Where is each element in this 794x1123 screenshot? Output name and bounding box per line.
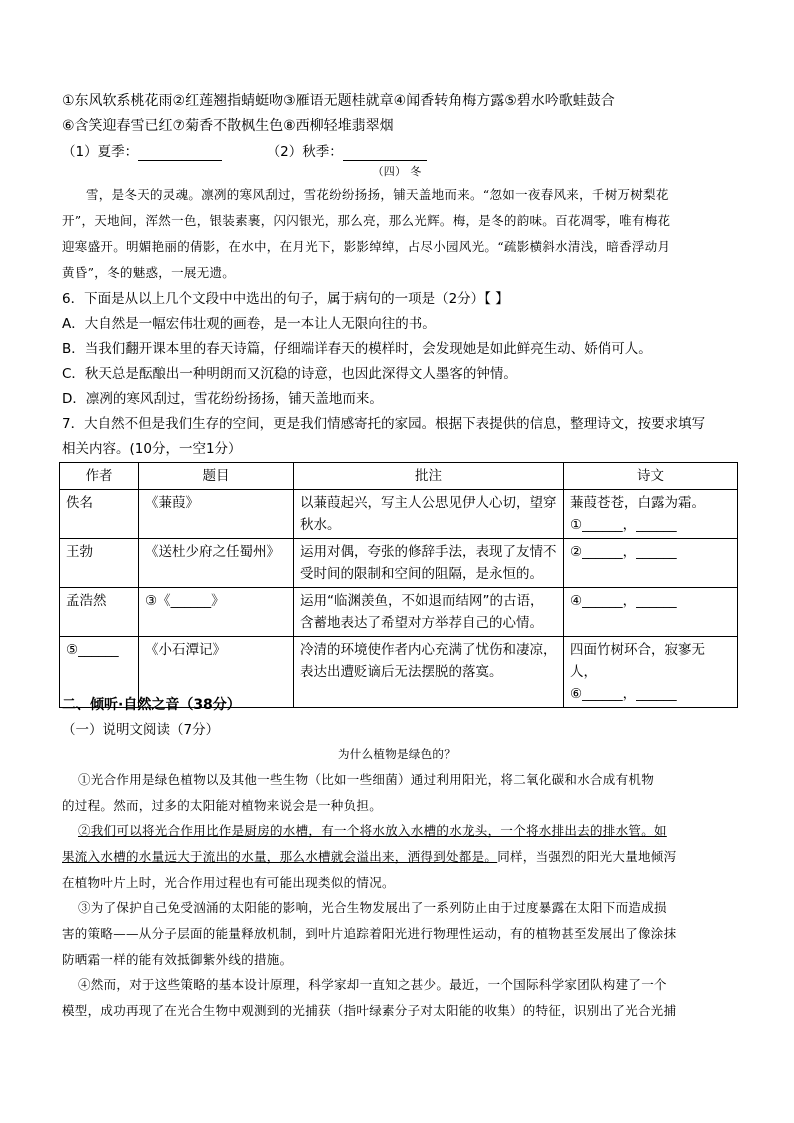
winter-paragraph-line-4: 黄昏”，冬的魅惑，一展无遗。 bbox=[62, 265, 236, 280]
poem-line: 四面竹树环合，寂寥无人， bbox=[570, 642, 705, 680]
autumn-label: （2）秋季： bbox=[266, 144, 343, 160]
poem-cell[interactable] bbox=[564, 490, 738, 539]
note-line: 以蒹葭起兴，写主人公思见伊人心切，望穿 bbox=[300, 495, 557, 511]
table-row bbox=[60, 490, 738, 539]
title-cell: 《送杜少府之任蜀州》 bbox=[139, 539, 294, 588]
header-title: 题目 bbox=[139, 463, 294, 490]
winter-paragraph-line-2: 开”，天地间，浑然一色，银装素裹，闪闪银光，那么亮，那么光辉。梅，是冬的韵味。百花凋零，唯有梅花 bbox=[62, 213, 671, 228]
summer-label: （1）夏季： bbox=[62, 144, 139, 160]
article-p1-line-2: 的过程。然而，过多的太阳能对植物来说会是一种负担。 bbox=[62, 798, 383, 813]
article-p2-line-3: 在植物叶片上时，光合作用过程也有可能出现类似的情况。 bbox=[62, 875, 395, 890]
note-line: 表达出遭贬谪后无法摆脱的落寞。 bbox=[300, 664, 503, 680]
option-c[interactable]: C．秋天总是酝酿出一种明朗而又沉稳的诗意，也因此深得文人墨客的钟情。 bbox=[62, 366, 517, 382]
winter-heading: （四） 冬 bbox=[372, 165, 422, 178]
table-row bbox=[60, 588, 738, 637]
poem-cell[interactable] bbox=[564, 539, 738, 588]
article-p3-line-1: ③为了保护自己免受汹涌的太阳能的影响，光合生物发展出了一系列防止由于过度暴露在太阳下而造成损 bbox=[78, 900, 667, 915]
article-p2-line-2 bbox=[62, 848, 676, 866]
article-title: 为什么植物是绿色的？ bbox=[338, 747, 456, 761]
question-6: 6．下面是从以上几个文段中中选出的句子，属于病句的一项是（2分）【 】 bbox=[62, 291, 509, 307]
poem-blank-line[interactable]: ④______，______ bbox=[570, 593, 677, 609]
poem-blank-line[interactable]: ⑥______，______ bbox=[570, 686, 677, 702]
note-line: 冷清的环境使作者内心充满了忧伤和凄凉， bbox=[300, 642, 557, 658]
header-note: 批注 bbox=[294, 463, 564, 490]
summer-answer-blank[interactable] bbox=[138, 146, 222, 161]
winter-paragraph-line-1: 雪，是冬天的灵魂。凛冽的寒风刮过，雪花纷纷扬扬，铺天盖地而来。“忽如一夜春风来，千树万树梨花 bbox=[86, 187, 669, 202]
author-cell: 孟浩然 bbox=[60, 588, 139, 637]
options-line-1: ①东风软系桃花雨②红莲翘指蜻蜓吻③雁语无题桂就章④闻香转角梅方露⑤碧水吟歌蛙鼓合 bbox=[62, 93, 615, 109]
autumn-answer-blank[interactable] bbox=[343, 146, 427, 161]
title-cell: 《蒹葭》 bbox=[139, 490, 294, 539]
poem-blank-line[interactable]: ②______，______ bbox=[570, 544, 677, 560]
note-line: 受时间的限制和空间的阻隔，是永恒的。 bbox=[300, 566, 543, 582]
question-7-line-1: 7．大自然不但是我们生存的空间，更是我们情感寄托的家园。根据下表提供的信息，整理诗文，按要求填写 bbox=[62, 416, 706, 432]
note-line: 含蓄地表达了希望对方举荐自己的心情。 bbox=[300, 615, 543, 631]
article-p3-line-2: 害的策略——从分子层面的能量释放机制，到叶片追踪着阳光进行物理性运动，有的植物甚至发展出了像涂抹 bbox=[62, 926, 677, 941]
note-cell bbox=[294, 490, 564, 539]
article-p3-line-3: 防晒霜一样的能有效抵御紫外线的措施。 bbox=[62, 952, 293, 967]
title-cell[interactable]: ③《______》 bbox=[139, 588, 294, 637]
winter-paragraph-line-3: 迎寒盛开。明媚艳丽的倩影，在水中，在月光下，影影绰绰，占尽小园风光。“疏影横斜水清浅，暗香浮动月 bbox=[62, 239, 671, 254]
question-7-line-2: 相关内容。(10分，一空1分） bbox=[62, 441, 242, 457]
author-cell[interactable]: ⑤______ bbox=[60, 637, 139, 708]
note-cell bbox=[294, 588, 564, 637]
note-line: 运用对偶，夸张的修辞手法，表现了友情不 bbox=[300, 544, 557, 560]
poem-blank-line[interactable]: ①______，______ bbox=[570, 517, 677, 533]
article-p4-line-1: ④然而，对于这些策略的基本设计原理，科学家却一直知之甚少。最近，一个国际科学家团队构建了一个 bbox=[78, 977, 667, 992]
poem-cell[interactable] bbox=[564, 588, 738, 637]
note-line: 秋水。 bbox=[300, 517, 341, 533]
options-line-2: ⑥含笑迎春雪已红⑦菊香不散枫生色⑧西柳轻堆翡翠烟 bbox=[62, 118, 394, 134]
poetry-table bbox=[59, 462, 738, 708]
header-poem: 诗文 bbox=[564, 463, 738, 490]
title-cell: 《小石潭记》 bbox=[139, 637, 294, 708]
note-line: 运用“临渊羡鱼，不如退而结网”的古语， bbox=[300, 593, 544, 609]
table-row bbox=[60, 539, 738, 588]
option-b[interactable]: B．当我们翻开课本里的春天诗篇，仔细端详春天的模样时，会发现她是如此鲜亮生动、娇俏可人。 bbox=[62, 341, 652, 357]
table-header-row bbox=[60, 463, 738, 490]
fill-summer-autumn bbox=[62, 143, 427, 161]
author-cell: 王勃 bbox=[60, 539, 139, 588]
note-cell bbox=[294, 539, 564, 588]
option-a[interactable]: A．大自然是一幅宏伟壮观的画卷，是一本让人无限向往的书。 bbox=[62, 316, 436, 332]
section-2-heading: 二、倾听·自然之音（38分） bbox=[62, 697, 241, 713]
article-p1-line-1: ①光合作用是绿色植物以及其他一些生物（比如一些细菌）通过利用阳光，将二氧化碳和水合成有机物 bbox=[78, 772, 655, 787]
note-cell bbox=[294, 637, 564, 708]
underlined-sentence: 果流入水槽的水量远大于流出的水量，那么水槽就会溢出来，洒得到处都是。 bbox=[62, 849, 498, 864]
poem-cell[interactable] bbox=[564, 637, 738, 708]
subsection-heading: （一）说明文阅读（7分） bbox=[62, 722, 220, 738]
header-author: 作者 bbox=[60, 463, 139, 490]
article-p2-line-1: ②我们可以将光合作用比作是厨房的水槽，有一个将水放入水槽的水龙头，一个将水排出去的排水管。如 bbox=[78, 823, 667, 838]
option-d[interactable]: D．凛冽的寒风刮过，雪花纷纷扬扬，铺天盖地而来。 bbox=[62, 391, 383, 407]
p2-line-2-rest: 同样，当强烈的阳光大量地倾泻 bbox=[497, 849, 677, 864]
article-p4-line-2: 模型，成功再现了在光合生物中观测到的光捕获（指叶绿素分子对太阳能的收集）的特征，识别出了光合光捕 bbox=[62, 1003, 677, 1018]
author-cell: 佚名 bbox=[60, 490, 139, 539]
poem-line: 蒹葭苍苍，白露为霜。 bbox=[570, 495, 705, 511]
